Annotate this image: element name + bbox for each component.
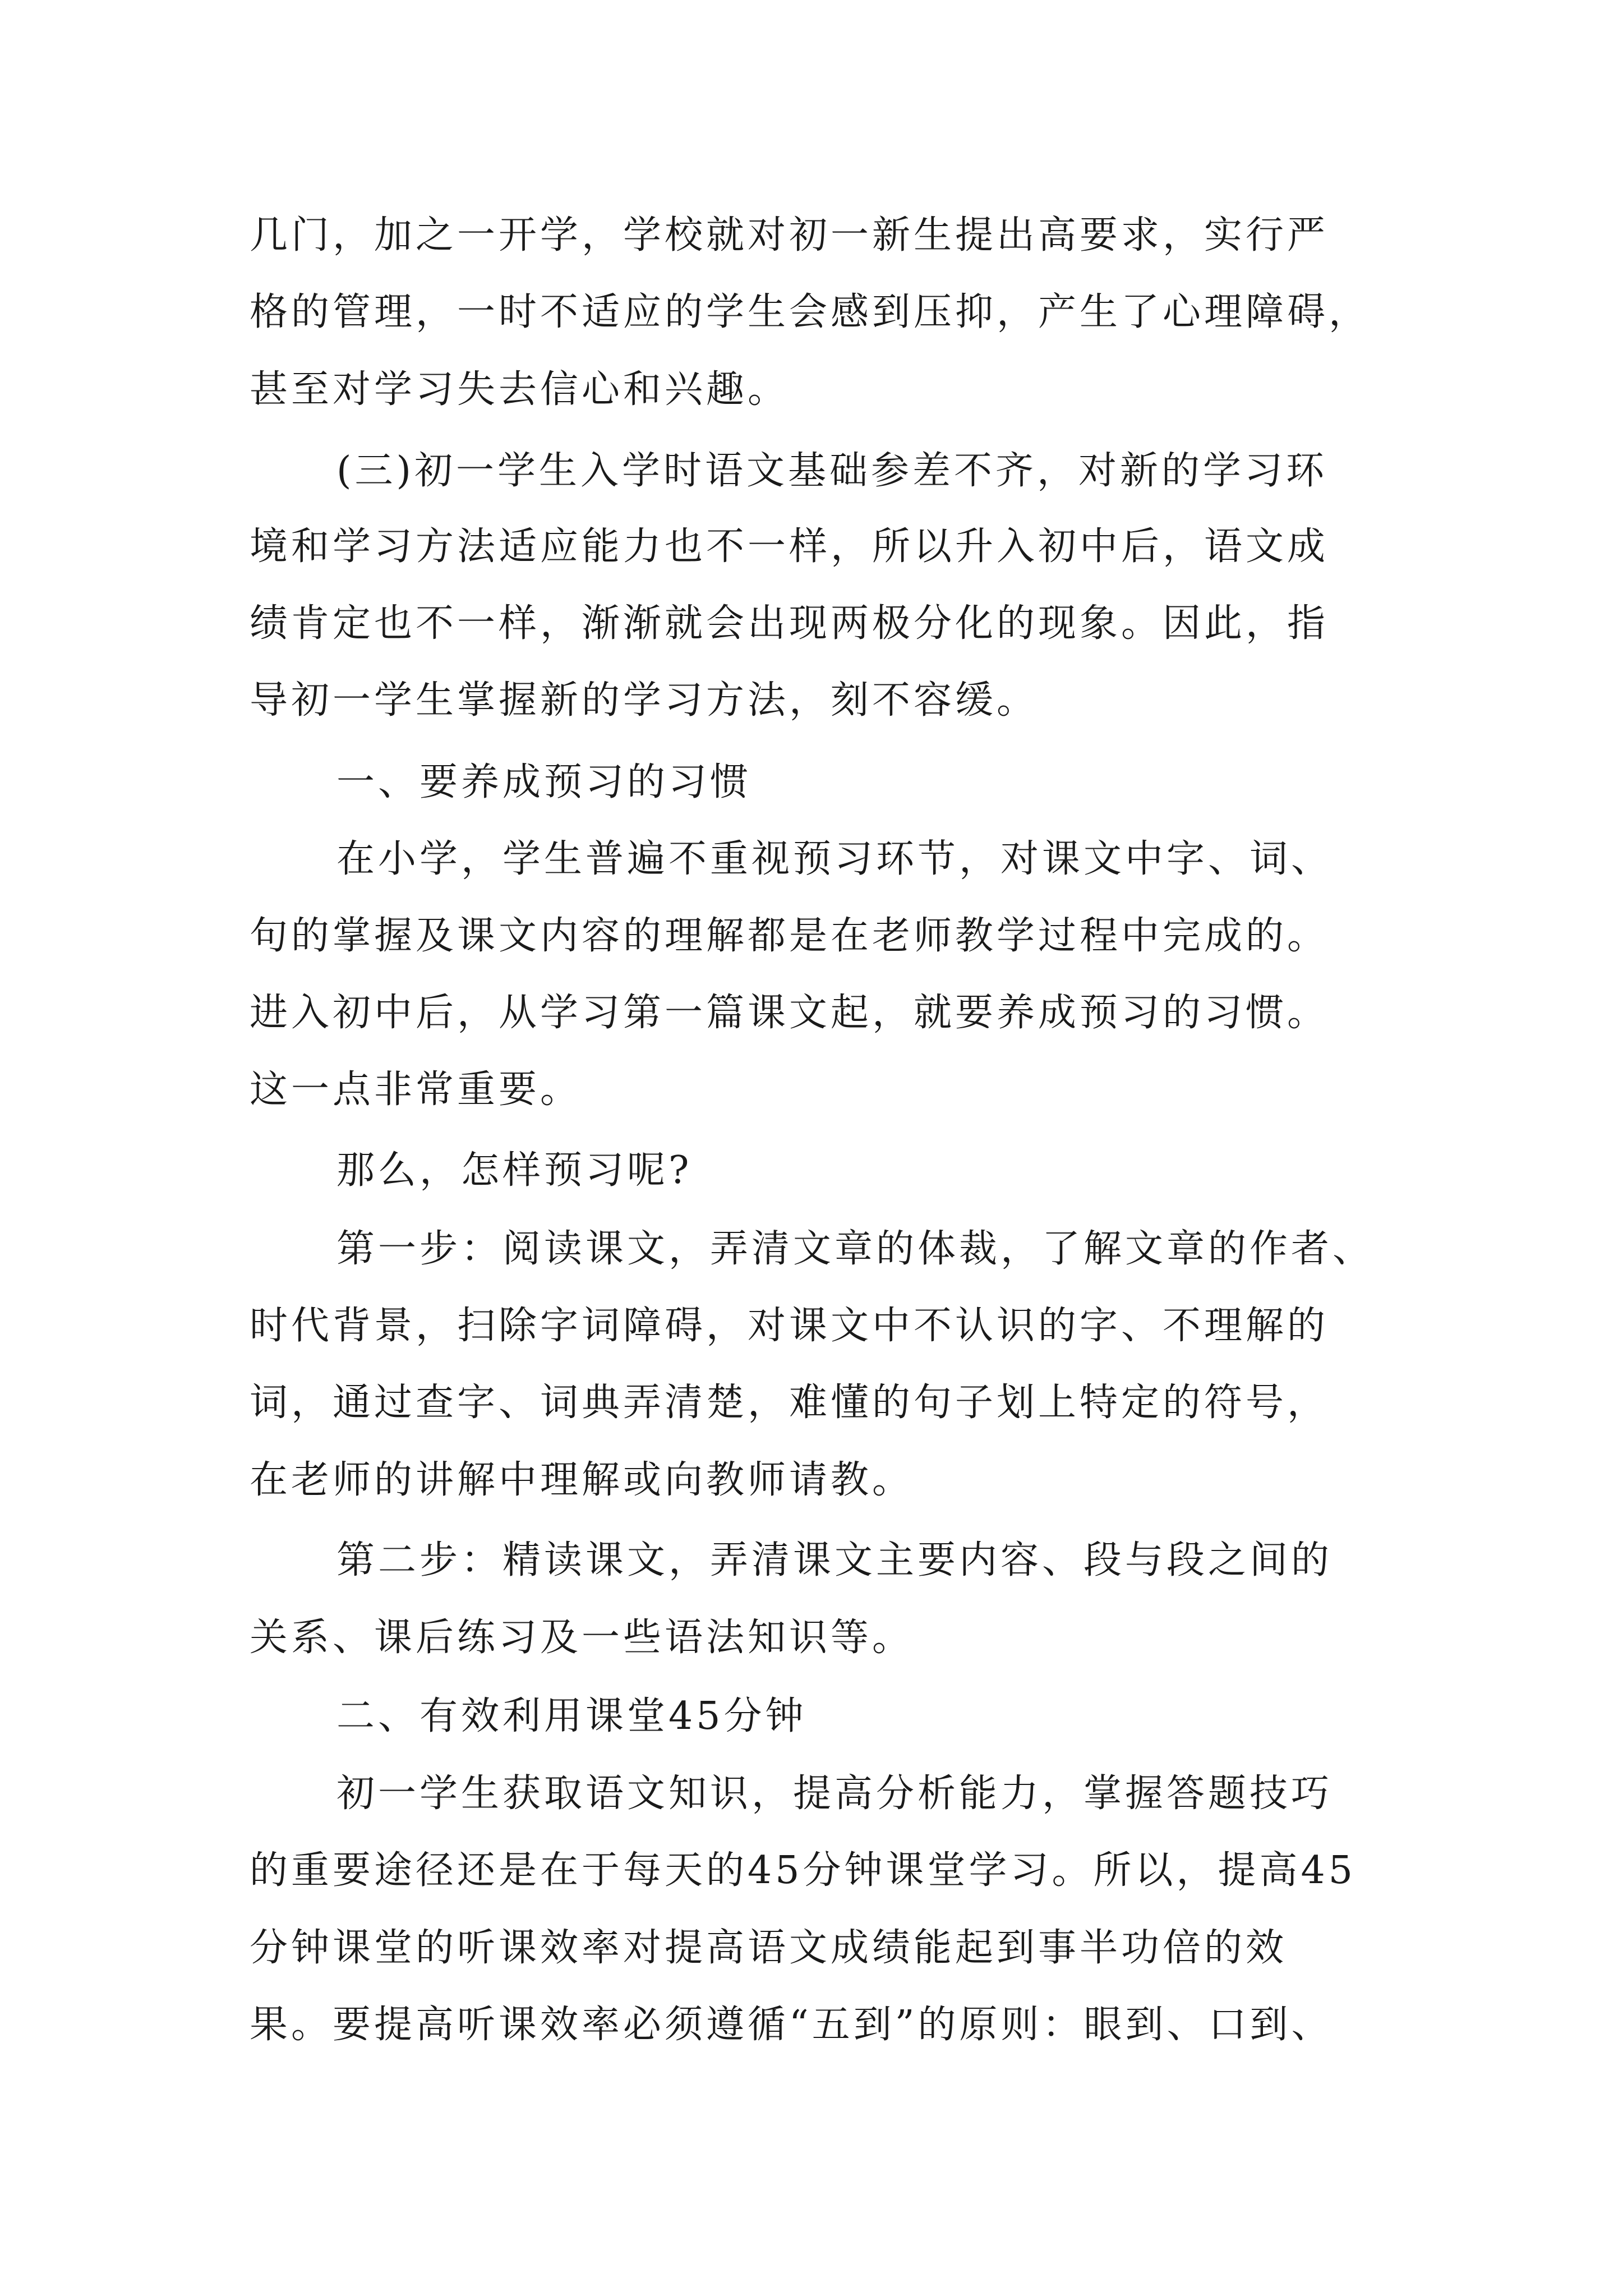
text-line: 格的管理，一时不适应的学生会感到压抑，产生了心理障碍，: [250, 290, 1371, 334]
text-line: 绩肯定也不一样，渐渐就会出现两极分化的现象。因此，指: [250, 601, 1329, 646]
text-line: 果。要提高听课效率必须遵循“五到”的原则：眼到、口到、: [250, 2003, 1333, 2047]
text-line: 境和学习方法适应能力也不一样，所以升入初中后，语文成: [250, 524, 1329, 569]
paragraph-start: 在小学，学生普遍不重视预习环节，对课文中字、词、: [336, 837, 1333, 881]
section-heading: 二、有效利用课堂45分钟: [336, 1694, 807, 1738]
text-line: 句的掌握及课文内容的理解都是在老师教学过程中完成的。: [250, 914, 1329, 958]
paragraph-start: 第二步：精读课文，弄清课文主要内容、段与段之间的: [336, 1538, 1333, 1582]
paragraph-start: 第一步：阅读课文，弄清文章的体裁，了解文章的作者、: [336, 1227, 1375, 1271]
text-line: 几门，加之一开学，学校就对初一新生提出高要求，实行严: [250, 213, 1329, 257]
section-heading: 一、要养成预习的习惯: [336, 760, 752, 804]
text-line: 甚至对学习失去信心和兴趣。: [250, 367, 790, 412]
paragraph-start: (三)初一学生入学时语文基础参差不齐，对新的学习环: [336, 449, 1328, 493]
text-line: 关系、课后练习及一些语法知识等。: [250, 1616, 914, 1660]
text-line: 的重要途径还是在于每天的45分钟课堂学习。所以，提高45: [250, 1848, 1357, 1893]
text-line: 分钟课堂的听课效率对提高语文成绩能起到事半功倍的效: [250, 1926, 1288, 1970]
text-line: 导初一学生掌握新的学习方法，刻不容缓。: [250, 678, 1039, 723]
paragraph-start: 初一学生获取语文知识，提高分析能力，掌握答题技巧: [336, 1772, 1333, 1816]
text-line: 在老师的讲解中理解或向教师请教。: [250, 1458, 914, 1502]
text-line: 这一点非常重要。: [250, 1068, 582, 1112]
paragraph-start: 那么，怎样预习呢?: [336, 1148, 693, 1193]
text-line: 时代背景，扫除字词障碍，对课文中不认识的字、不理解的: [250, 1304, 1329, 1348]
text-line: 进入初中后，从学习第一篇课文起，就要养成预习的习惯。: [250, 991, 1329, 1035]
text-line: 词，通过查字、词典弄清楚，难懂的句子划上特定的符号，: [250, 1381, 1329, 1425]
